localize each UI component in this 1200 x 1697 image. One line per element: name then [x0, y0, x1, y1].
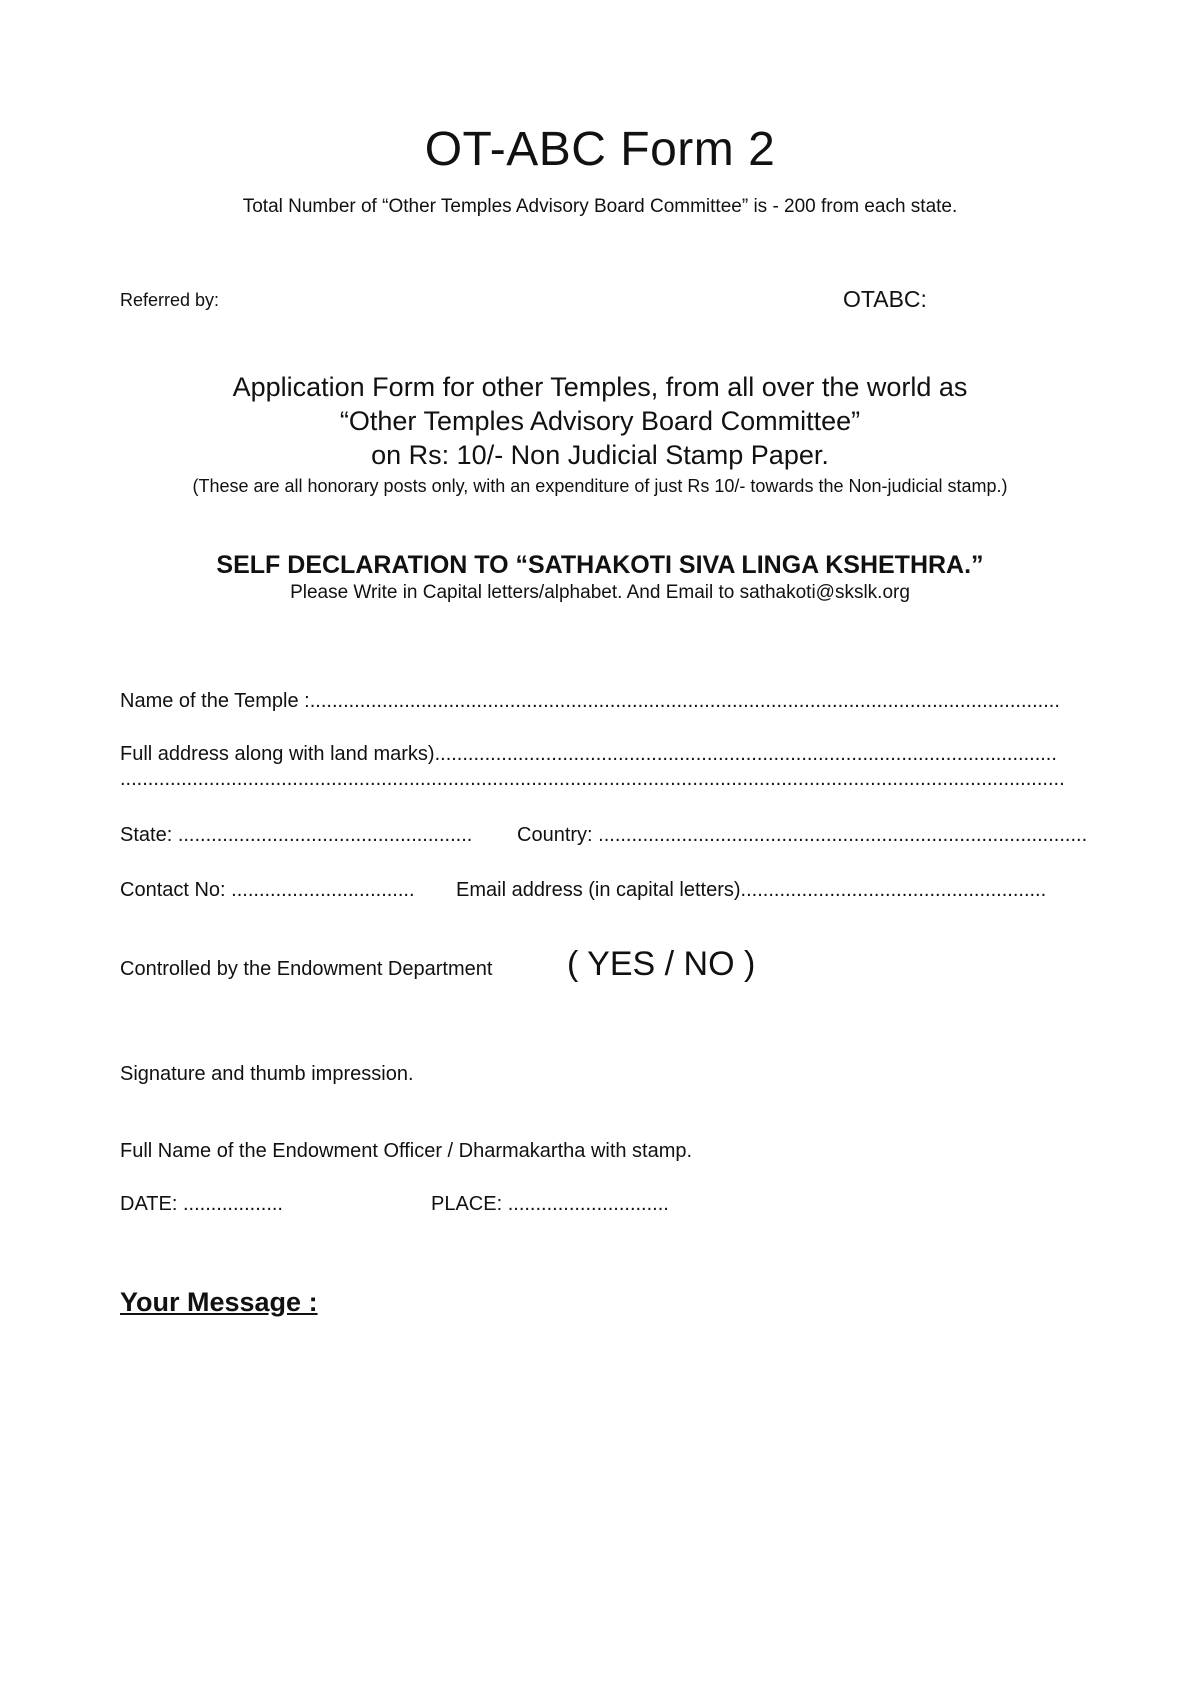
signature-label: Signature and thumb impression.	[120, 1063, 414, 1085]
date-field: DATE: ..................	[120, 1193, 283, 1215]
application-title-line-3: on Rs: 10/- Non Judicial Stamp Paper.	[371, 440, 829, 470]
yes-no-choice: ( YES / NO )	[567, 945, 756, 983]
referred-by-label: Referred by:	[120, 290, 220, 310]
your-message-heading: Your Message :	[120, 1287, 318, 1317]
address-field: Full address along with land marks)................................................................................................................	[120, 743, 1057, 765]
application-title-line-2: “Other Temples Advisory Board Committee”	[339, 406, 861, 436]
endowment-officer-label: Full Name of the Endowment Officer / Dharmakartha with stamp.	[120, 1140, 693, 1162]
committee-count-note: Total Number of “Other Temples Advisory Board Committee” is - 200 from each state.	[242, 196, 958, 217]
country-field: Country: ........................................................................................	[517, 824, 1088, 846]
place-field: PLACE: .............................	[431, 1193, 669, 1215]
contact-number-field: Contact No: .................................	[120, 879, 415, 901]
temple-name-field: Name of the Temple :.......................................................................................................................................	[120, 690, 1060, 712]
endowment-control-label: Controlled by the Endowment Department	[120, 958, 493, 980]
form-title: OT-ABC Form 2	[424, 123, 776, 176]
honorary-posts-note: (These are all honorary posts only, with an expenditure of just Rs 10/- towards the Non-judicial stamp.)	[192, 476, 1008, 496]
address-continuation-line: ..........................................................................................................................................................................	[120, 768, 1065, 790]
application-title-line-1: Application Form for other Temples, from all over the world as	[232, 372, 968, 402]
self-declaration-heading: SELF DECLARATION TO “SATHAKOTI SIVA LINGA KSHETHRA.”	[216, 551, 984, 579]
capital-letters-instruction: Please Write in Capital letters/alphabet. And Email to sathakoti@skslk.org	[290, 582, 910, 603]
email-address-field: Email address (in capital letters).......................................................	[456, 879, 1047, 901]
otabc-label: OTABC:	[843, 286, 927, 312]
state-field: State: .....................................................	[120, 824, 473, 846]
